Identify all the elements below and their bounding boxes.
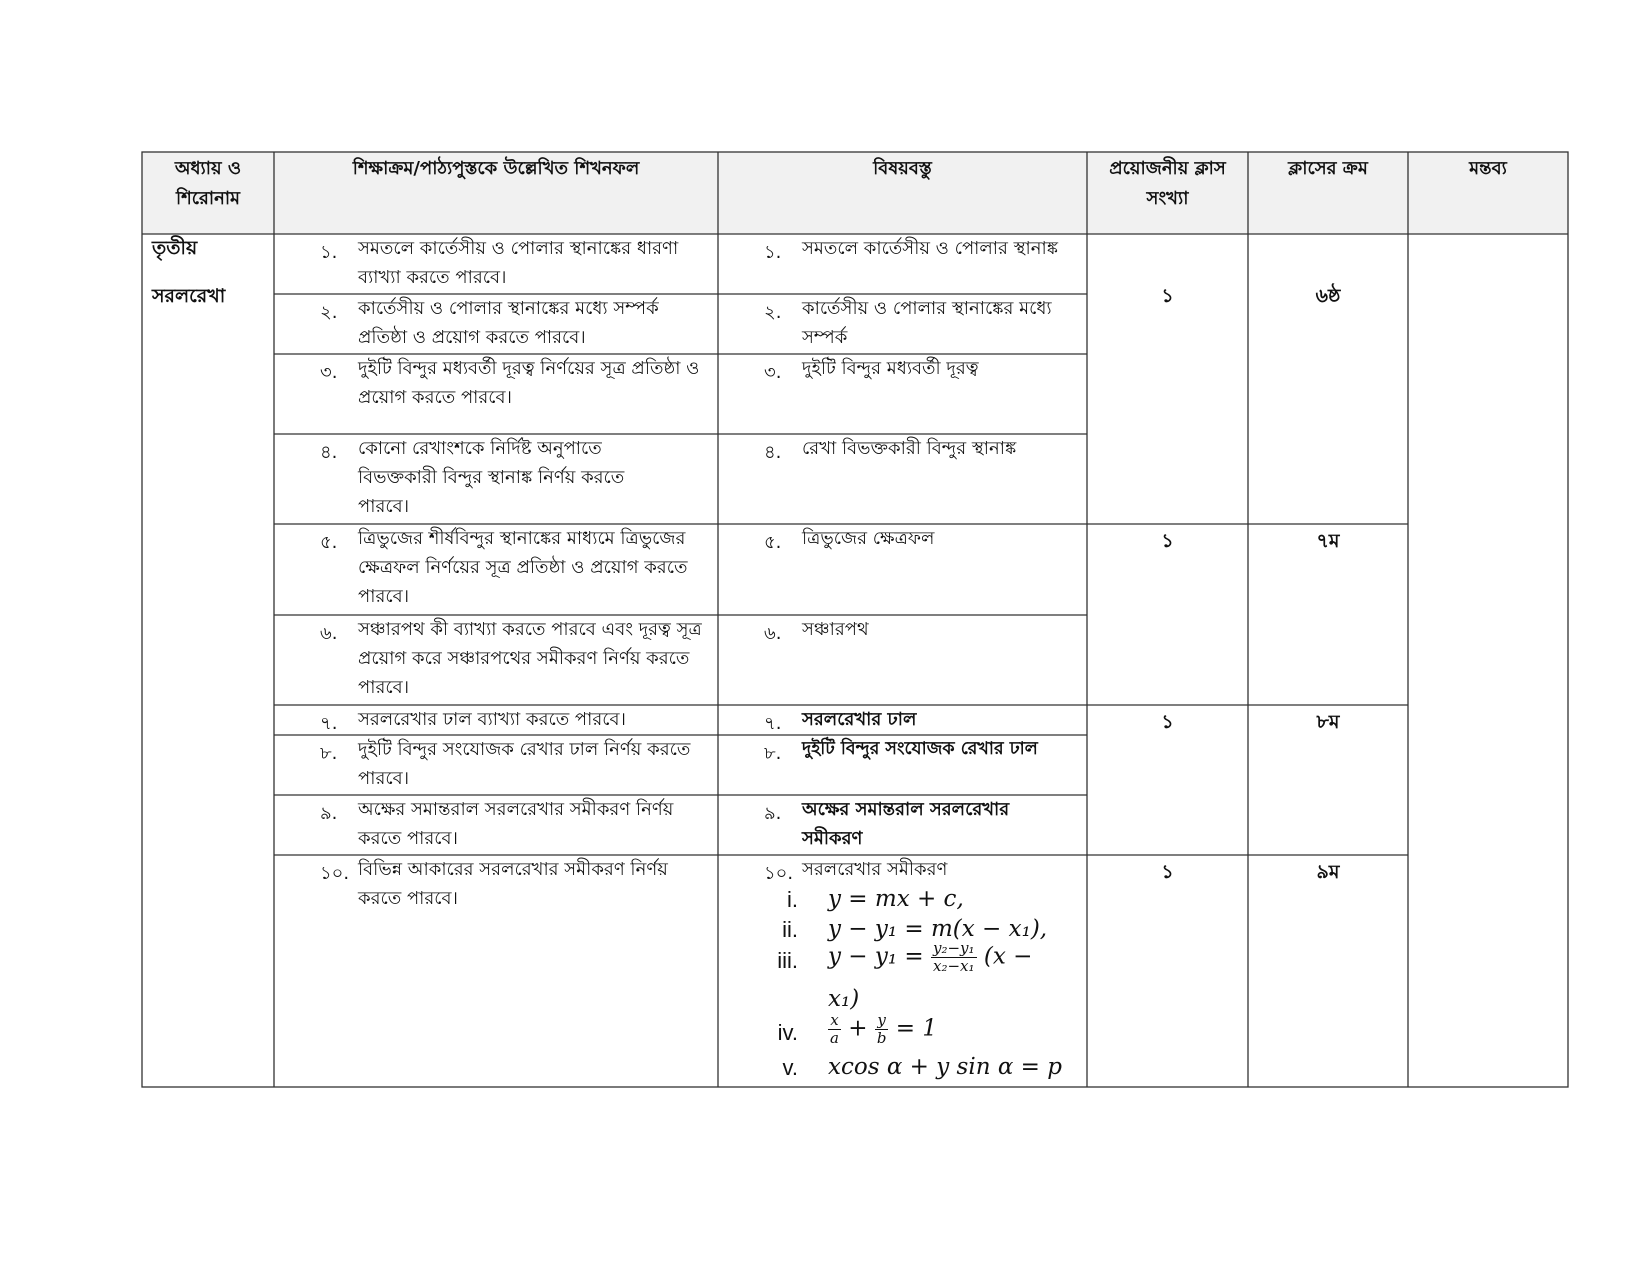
outcome-text: অক্ষের সমান্তরাল সরলরেখার সমীকরণ নির্ণয় করতে পারবে। [358, 799, 674, 849]
equation-lhs: y − y₁ = [828, 943, 924, 970]
outcome-text: কোনো রেখাংশকে নির্দিষ্ট অনুপাতে বিভক্তকারী বিন্দুর স্থানাঙ্ক নির্ণয় করতে পারবে। [358, 438, 625, 517]
outcome-number: ৫. [320, 532, 338, 553]
content-number: ৮. [764, 743, 782, 764]
fraction-numerator: x [828, 1012, 841, 1030]
outcome-number: ৮. [320, 743, 338, 764]
header-remarks: মন্তব্য [1469, 158, 1507, 179]
outcome-number: ৬. [320, 623, 338, 644]
equation-fraction [828, 1012, 841, 1047]
content-text: দুইটি বিন্দুর সংযোজক রেখার ঢাল [802, 739, 1038, 759]
fraction-denominator: a [830, 1029, 839, 1047]
plus-sign: + [848, 1015, 868, 1042]
equation-intercept-form [828, 1012, 937, 1047]
content-text: সরলরেখার সমীকরণ [802, 859, 948, 880]
outcome-number: ১০. [320, 863, 350, 884]
outcome-text: বিভিন্ন আকারের সরলরেখার সমীকরণ নির্ণয় করতে পারবে। [358, 859, 668, 909]
content-text: রেখা বিভক্তকারী বিন্দুর স্থানাঙ্ক [802, 438, 1017, 459]
outcome-number: ২. [320, 302, 338, 323]
fraction-denominator: b [876, 1029, 887, 1047]
content-number: ৬. [764, 623, 782, 644]
equation-label: i. [787, 887, 798, 912]
outcome-text: সমতলে কার্তেসীয় ও পোলার স্থানাঙ্কের ধারণা ব্যাখ্যা করতে পারবে। [358, 238, 679, 288]
class-order: ৬ষ্ঠ [1315, 285, 1341, 307]
content-number: ৯. [764, 803, 782, 824]
content-text: সমতলে কার্তেসীয় ও পোলার স্থানাঙ্ক [802, 238, 1058, 259]
chapter-title: সরলরেখা [152, 285, 226, 307]
outcome-number: ১. [320, 242, 338, 263]
equation-label: iv. [777, 1020, 798, 1045]
class-count: ১ [1161, 285, 1174, 307]
content-number: ২. [764, 302, 782, 323]
equation-rhs: = 1 [895, 1015, 937, 1042]
outcome-number: ৩. [320, 362, 338, 383]
class-count: ১ [1161, 711, 1174, 733]
fraction-numerator: y [875, 1012, 889, 1030]
equation-fraction [931, 940, 977, 975]
equation-two-point [828, 940, 1032, 975]
equation-rhs: (x − [983, 943, 1033, 970]
outcome-number: ৭. [320, 713, 338, 734]
header-outcomes: শিক্ষাক্রম/পাঠ্যপুস্তকে উল্লেখিত শিখনফল [352, 158, 640, 179]
header-chapter: অধ্যায় ও শিরোনাম [174, 158, 242, 209]
content-number: ৫. [764, 532, 782, 553]
fraction-denominator: x₂−x₁ [933, 957, 975, 975]
equation-point-slope: y − y₁ = m(x − x₁), [828, 916, 1048, 942]
class-count: ১ [1161, 861, 1174, 883]
content-number: ১০. [764, 863, 794, 884]
content-number: ৪. [764, 442, 782, 463]
class-order: ৯ম [1316, 861, 1340, 883]
content-number: ১. [764, 242, 782, 263]
equation-fraction [875, 1012, 889, 1047]
equation-normal-form: xcos α + y sin α = p [828, 1054, 1062, 1080]
outcome-text: ত্রিভুজের শীর্ষবিন্দুর স্থানাঙ্কের মাধ্যমে ত্রিভুজের ক্ষেত্রফল নির্ণয়ের সূত্র প্রতিষ্ঠা ও প্রয়োগ করতে পারবে। [358, 528, 688, 607]
header-class-count: প্রয়োজনীয় ক্লাস সংখ্যা [1109, 158, 1226, 209]
equation-label: ii. [782, 917, 798, 942]
equation-label: v. [782, 1055, 798, 1080]
header-content: বিষয়বস্তু [873, 158, 932, 179]
content-text: সরলরেখার ঢাল [802, 709, 917, 730]
class-count: ১ [1161, 530, 1174, 552]
outcome-text: সঞ্চারপথ কী ব্যাখ্যা করতে পারবে এবং দূরত্ব সূত্র প্রয়োগ করে সঞ্চারপথের সমীকরণ নির্ণয় করতে পারবে। [358, 619, 702, 698]
class-order: ৭ম [1316, 530, 1340, 552]
equation-slope-intercept: y = mx + c, [828, 886, 964, 912]
content-text: দুইটি বিন্দুর মধ্যবর্তী দূরত্ব [802, 358, 979, 379]
outcome-text: কার্তেসীয় ও পোলার স্থানাঙ্কের মধ্যে সম্পর্ক প্রতিষ্ঠা ও প্রয়োগ করতে পারবে। [358, 298, 659, 348]
content-number: ৭. [764, 713, 782, 734]
outcome-number: ৯. [320, 803, 338, 824]
outcome-text: দুইটি বিন্দুর সংযোজক রেখার ঢাল নির্ণয় করতে পারবে। [358, 739, 691, 789]
fraction-numerator: y₂−y₁ [933, 939, 975, 957]
outcome-text: দুইটি বিন্দুর মধ্যবর্তী দূরত্ব নির্ণয়ের সূত্র প্রতিষ্ঠা ও প্রয়োগ করতে পারবে। [358, 358, 700, 408]
header-class-order: ক্লাসের ক্রম [1288, 158, 1368, 179]
outcome-text: সরলরেখার ঢাল ব্যাখ্যা করতে পারবে। [358, 709, 626, 730]
content-text: অক্ষের সমান্তরাল সরলরেখার সমীকরণ [802, 799, 1010, 849]
equation-two-point-continued: x₁) [828, 986, 860, 1012]
outcome-number: ৪. [320, 442, 338, 463]
content-text: ত্রিভুজের ক্ষেত্রফল [802, 528, 935, 549]
content-number: ৩. [764, 362, 782, 383]
content-text: কার্তেসীয় ও পোলার স্থানাঙ্কের মধ্যে সম্পর্ক [802, 298, 1052, 348]
chapter-ordinal: তৃতীয় [152, 237, 198, 259]
content-text: সঞ্চারপথ [802, 619, 869, 640]
equation-label: iii. [777, 948, 798, 973]
class-order: ৮ম [1316, 711, 1340, 733]
